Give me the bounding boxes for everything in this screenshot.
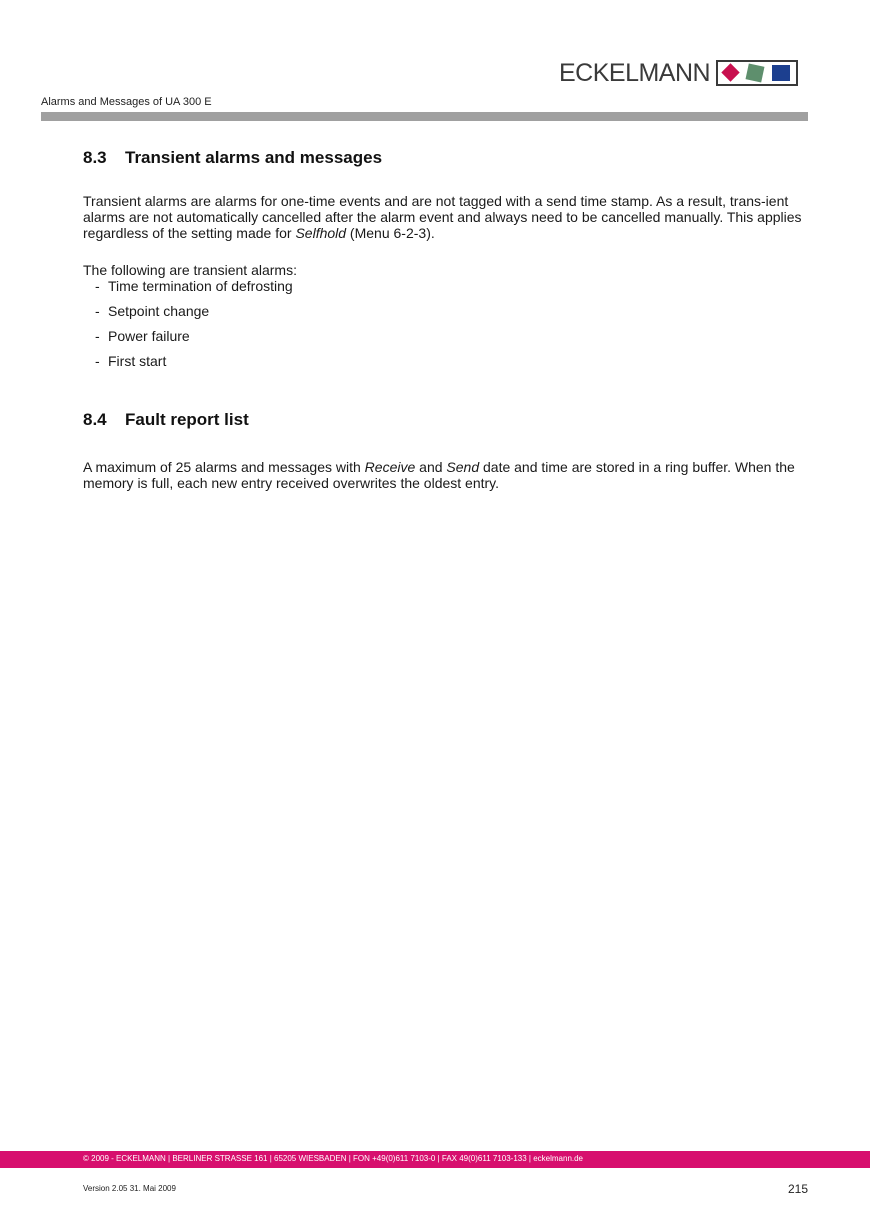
list-item: - First start bbox=[95, 353, 167, 369]
text-run-italic: Receive bbox=[364, 459, 416, 475]
section-8-3-paragraph bbox=[83, 193, 808, 241]
section-number: 8.3 bbox=[83, 148, 107, 167]
logo-squares-icon bbox=[716, 60, 798, 86]
header-divider bbox=[41, 112, 808, 121]
list-item: - Power failure bbox=[95, 328, 190, 344]
list-item: - Setpoint change bbox=[95, 303, 210, 319]
brand-logo bbox=[559, 57, 798, 89]
text-run: Transient alarms are alarms for one-time events and are not tagged with a send time stamp. As a result, trans-ient alarms are not automatically cancelled after the alarm event and always need to be cancelled manually. This applies regardless of the setting made for bbox=[83, 193, 802, 241]
section-number: 8.4 bbox=[83, 410, 107, 429]
transient-alarm-list bbox=[95, 278, 293, 378]
list-item: - Time termination of defrosting bbox=[95, 278, 293, 294]
logo-wordmark: ECKELMANN bbox=[559, 59, 711, 87]
text-run: and bbox=[415, 459, 447, 475]
section-8-4-paragraph bbox=[83, 459, 808, 491]
list-item-text: First start bbox=[108, 353, 167, 369]
footer-copyright: © 2009 - ECKELMANN | BERLINER STRASSE 161 | 65205 WIESBADEN | FON +49(0)611 7103-0 | FAX 49(0)611 7103-133 | eckelmann.de bbox=[83, 1154, 584, 1163]
section-8-3-list-intro: The following are transient alarms: bbox=[83, 262, 297, 278]
page-number: 215 bbox=[787, 1182, 808, 1196]
text-run: date and time are stored in a ring buffer. When the memory is full, each new entry received overwrites the oldest entry. bbox=[83, 459, 795, 491]
text-run: (Menu 6-2-3). bbox=[346, 225, 435, 241]
list-item-text: Setpoint change bbox=[108, 303, 210, 319]
section-title: Fault report list bbox=[125, 410, 249, 429]
section-title: Transient alarms and messages bbox=[125, 148, 383, 167]
version-info: Version 2.05 31. Mai 2009 bbox=[83, 1184, 176, 1193]
section-8-4-heading bbox=[83, 410, 249, 430]
running-header: Alarms and Messages of UA 300 E bbox=[41, 96, 212, 108]
text-run: A maximum of 25 alarms and messages with bbox=[83, 459, 365, 475]
list-item-text: Time termination of defrosting bbox=[108, 278, 293, 294]
list-item-text: Power failure bbox=[108, 328, 190, 344]
section-8-3-heading bbox=[83, 148, 382, 168]
text-run-italic: Selfhold bbox=[295, 225, 347, 241]
text-run-italic: Send bbox=[446, 459, 480, 475]
